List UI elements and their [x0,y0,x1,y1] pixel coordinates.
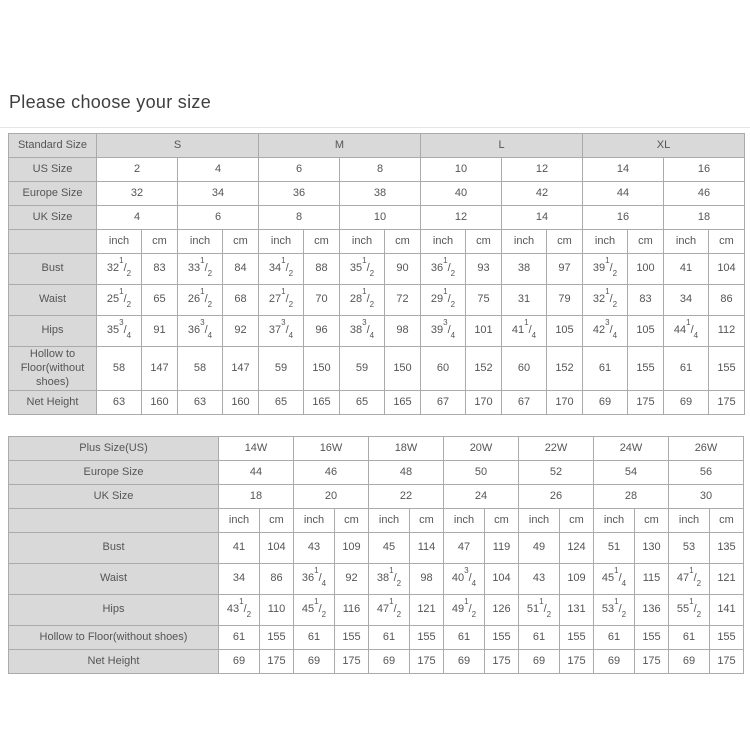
size-value: 16 [664,158,745,182]
unit-header: cm [304,230,340,254]
measure-value: 175 [710,650,744,674]
measure-value: 121 [710,564,744,595]
row-label: UK Size [9,485,219,509]
measure-value: 63 [178,391,223,415]
unit-header: inch [178,230,223,254]
measure-value: 175 [485,650,519,674]
size-group-header: L [421,134,583,158]
unit-header: cm [260,509,294,533]
measure-value: $39^3/_4$ [421,316,466,347]
measure-value: $36^1/_4$ [294,564,335,595]
measure-value: 60 [421,347,466,391]
measure-value: $35^3/_4$ [97,316,142,347]
row-label: Waist [9,564,219,595]
unit-header: inch [664,230,709,254]
row-label: Standard Size [9,134,97,158]
size-value: 26 [519,485,594,509]
measure-value: $47^1/_2$ [369,595,410,626]
size-value: 46 [664,182,745,206]
size-value: 34 [178,182,259,206]
measure-value: 45 [369,533,410,564]
size-value: 54 [594,461,669,485]
row-label: Plus Size(US) [9,437,219,461]
measure-value: $32^1/_2$ [97,254,142,285]
measure-value: 136 [635,595,669,626]
measure-value: 69 [444,650,485,674]
measure-value: 60 [502,347,547,391]
row-label: Net Height [9,650,219,674]
unit-header: cm [560,509,594,533]
measure-value: 53 [669,533,710,564]
measure-value: 96 [304,316,340,347]
measure-value: 86 [260,564,294,595]
measure-value: 170 [466,391,502,415]
size-group-header: S [97,134,259,158]
size-value: 22 [369,485,444,509]
measure-value: 41 [664,254,709,285]
measure-value: $37^3/_4$ [259,316,304,347]
measure-value: 175 [628,391,664,415]
size-value: 4 [97,206,178,230]
measure-value: 93 [466,254,502,285]
measure-value: $49^1/_2$ [444,595,485,626]
page-title: Please choose your size [9,92,212,112]
measure-value: 109 [335,533,369,564]
measure-value: 100 [628,254,664,285]
measure-value: 69 [594,650,635,674]
measure-value: 61 [664,347,709,391]
unit-header: cm [466,230,502,254]
measure-value: 105 [547,316,583,347]
measure-value: 121 [410,595,444,626]
measure-value: 150 [304,347,340,391]
size-value: 38 [340,182,421,206]
unit-header: cm [635,509,669,533]
measure-value: 86 [709,285,745,316]
measure-value: 91 [142,316,178,347]
measure-value: 155 [628,347,664,391]
measure-value: 175 [260,650,294,674]
measure-value: $53^1/_2$ [594,595,635,626]
measure-value: 160 [142,391,178,415]
size-group-header: M [259,134,421,158]
measure-value: 170 [547,391,583,415]
unit-header: inch [219,509,260,533]
unit-header: cm [385,230,421,254]
size-value: 48 [369,461,444,485]
measure-value: $36^3/_4$ [178,316,223,347]
size-value: 16 [583,206,664,230]
measure-value: 67 [502,391,547,415]
measure-value: 131 [560,595,594,626]
measure-value: 59 [259,347,304,391]
measure-value: 160 [223,391,259,415]
measure-value: $28^1/_2$ [340,285,385,316]
measure-value: 165 [304,391,340,415]
unit-header: cm [223,230,259,254]
unit-header: inch [444,509,485,533]
unit-header: inch [502,230,547,254]
row-label: Europe Size [9,182,97,206]
unit-header: inch [97,230,142,254]
measure-value: 175 [709,391,745,415]
size-value: 20 [294,485,369,509]
measure-value: $55^1/_2$ [669,595,710,626]
measure-value: $45^1/_2$ [294,595,335,626]
row-label: Net Height [9,391,97,415]
size-value: 30 [669,485,744,509]
row-label [9,230,97,254]
measure-value: 58 [97,347,142,391]
measure-value: $40^3/_4$ [444,564,485,595]
unit-header: inch [583,230,628,254]
unit-header: inch [259,230,304,254]
measure-value: $43^1/_2$ [219,595,260,626]
measure-value: 65 [142,285,178,316]
measure-value: 130 [635,533,669,564]
unit-header: cm [410,509,444,533]
measure-value: 70 [304,285,340,316]
row-label: Hips [9,316,97,347]
measure-value: 69 [669,650,710,674]
measure-value: $27^1/_2$ [259,285,304,316]
size-table [8,436,744,674]
measure-value: 51 [594,533,635,564]
size-value: 56 [669,461,744,485]
measure-value: 90 [385,254,421,285]
unit-header: inch [421,230,466,254]
measure-value: 75 [466,285,502,316]
row-label: Waist [9,285,97,316]
size-value: 42 [502,182,583,206]
measure-value: 124 [560,533,594,564]
size-table [8,133,745,415]
measure-value: $38^3/_4$ [340,316,385,347]
measure-value: 104 [485,564,519,595]
measure-value: $35^1/_2$ [340,254,385,285]
measure-value: 126 [485,595,519,626]
measure-value: 104 [709,254,745,285]
measure-value: 119 [485,533,519,564]
measure-value: 98 [385,316,421,347]
measure-value: $42^3/_4$ [583,316,628,347]
measure-value: 83 [142,254,178,285]
measure-value: 110 [260,595,294,626]
standard-size-table [8,133,745,415]
unit-header: inch [340,230,385,254]
measure-value: 61 [583,347,628,391]
size-value: 24 [444,485,519,509]
size-value: 20W [444,437,519,461]
measure-value: 69 [294,650,335,674]
measure-value: 155 [560,626,594,650]
size-value: 8 [340,158,421,182]
measure-value: 61 [294,626,335,650]
measure-value: 165 [385,391,421,415]
plus-size-table [8,436,744,674]
measure-value: $47^1/_2$ [669,564,710,595]
size-value: 2 [97,158,178,182]
unit-header: inch [294,509,335,533]
size-value: 6 [259,158,340,182]
row-label: US Size [9,158,97,182]
row-label: UK Size [9,206,97,230]
measure-value: 155 [485,626,519,650]
size-value: 6 [178,206,259,230]
size-value: 24W [594,437,669,461]
size-value: 4 [178,158,259,182]
row-label: Hollow to Floor(without shoes) [9,347,97,391]
measure-value: 152 [466,347,502,391]
size-value: 10 [340,206,421,230]
measure-value: 147 [142,347,178,391]
size-value: 14 [583,158,664,182]
unit-header: cm [710,509,744,533]
measure-value: 63 [97,391,142,415]
measure-value: 175 [635,650,669,674]
measure-value: $38^1/_2$ [369,564,410,595]
measure-value: 109 [560,564,594,595]
measure-value: $33^1/_2$ [178,254,223,285]
measure-value: $41^1/_4$ [502,316,547,347]
measure-value: 155 [335,626,369,650]
measure-value: 97 [547,254,583,285]
measure-value: 61 [519,626,560,650]
measure-value: 155 [260,626,294,650]
unit-header: cm [547,230,583,254]
measure-value: 92 [223,316,259,347]
measure-value: 84 [223,254,259,285]
measure-value: 49 [519,533,560,564]
size-value: 26W [669,437,744,461]
measure-value: 152 [547,347,583,391]
measure-value: $32^1/_2$ [583,285,628,316]
size-value: 28 [594,485,669,509]
measure-value: 69 [664,391,709,415]
size-value: 52 [519,461,594,485]
size-group-header: XL [583,134,745,158]
measure-value: $25^1/_2$ [97,285,142,316]
size-value: 18 [219,485,294,509]
measure-value: 115 [635,564,669,595]
row-label: Hips [9,595,219,626]
measure-value: $34^1/_2$ [259,254,304,285]
size-value: 18 [664,206,745,230]
measure-value: 41 [219,533,260,564]
measure-value: 175 [410,650,444,674]
measure-value: 141 [710,595,744,626]
measure-value: 104 [260,533,294,564]
size-value: 44 [583,182,664,206]
unit-header: cm [142,230,178,254]
measure-value: 61 [669,626,710,650]
measure-value: 155 [710,626,744,650]
divider-line [0,127,750,128]
measure-value: $29^1/_2$ [421,285,466,316]
size-value: 14 [502,206,583,230]
unit-header: cm [628,230,664,254]
measure-value: 47 [444,533,485,564]
size-value: 36 [259,182,340,206]
measure-value: 65 [340,391,385,415]
measure-value: $36^1/_2$ [421,254,466,285]
unit-header: inch [594,509,635,533]
size-value: 14W [219,437,294,461]
measure-value: 38 [502,254,547,285]
measure-value: 116 [335,595,369,626]
size-value: 44 [219,461,294,485]
size-value: 12 [421,206,502,230]
size-value: 18W [369,437,444,461]
row-label: Hollow to Floor(without shoes) [9,626,219,650]
measure-value: 69 [519,650,560,674]
unit-header: inch [519,509,560,533]
measure-value: 155 [410,626,444,650]
measure-value: 79 [547,285,583,316]
measure-value: 72 [385,285,421,316]
measure-value: 175 [335,650,369,674]
size-value: 46 [294,461,369,485]
row-label: Bust [9,254,97,285]
measure-value: 59 [340,347,385,391]
measure-value: 155 [635,626,669,650]
measure-value: 69 [583,391,628,415]
measure-value: 101 [466,316,502,347]
measure-value: 98 [410,564,444,595]
measure-value: 105 [628,316,664,347]
measure-value: 61 [444,626,485,650]
measure-value: 31 [502,285,547,316]
unit-header: inch [669,509,710,533]
measure-value: 34 [219,564,260,595]
measure-value: 67 [421,391,466,415]
measure-value: 43 [294,533,335,564]
size-value: 8 [259,206,340,230]
size-value: 10 [421,158,502,182]
measure-value: 114 [410,533,444,564]
measure-value: $51^1/_2$ [519,595,560,626]
measure-value: 68 [223,285,259,316]
measure-value: $39^1/_2$ [583,254,628,285]
measure-value: $45^1/_4$ [594,564,635,595]
measure-value: $44^1/_4$ [664,316,709,347]
measure-value: 88 [304,254,340,285]
unit-header: cm [709,230,745,254]
size-value: 32 [97,182,178,206]
measure-value: 61 [219,626,260,650]
measure-value: 61 [369,626,410,650]
row-label: Bust [9,533,219,564]
measure-value: 150 [385,347,421,391]
measure-value: 155 [709,347,745,391]
row-label [9,509,219,533]
measure-value: 69 [369,650,410,674]
measure-value: 69 [219,650,260,674]
measure-value: 135 [710,533,744,564]
size-value: 16W [294,437,369,461]
measure-value: $26^1/_2$ [178,285,223,316]
measure-value: 65 [259,391,304,415]
measure-value: 83 [628,285,664,316]
measure-value: 112 [709,316,745,347]
measure-value: 34 [664,285,709,316]
unit-header: cm [335,509,369,533]
measure-value: 61 [594,626,635,650]
size-value: 22W [519,437,594,461]
size-value: 50 [444,461,519,485]
measure-value: 147 [223,347,259,391]
size-value: 40 [421,182,502,206]
measure-value: 43 [519,564,560,595]
measure-value: 92 [335,564,369,595]
unit-header: inch [369,509,410,533]
size-value: 12 [502,158,583,182]
row-label: Europe Size [9,461,219,485]
measure-value: 58 [178,347,223,391]
measure-value: 175 [560,650,594,674]
unit-header: cm [485,509,519,533]
